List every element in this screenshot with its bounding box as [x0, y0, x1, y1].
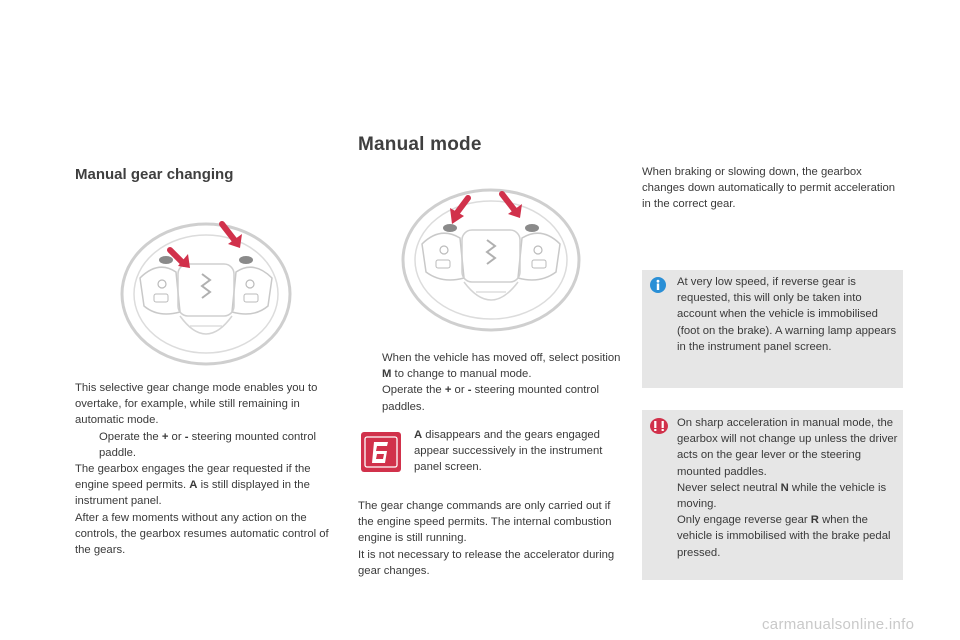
- bullet-operate-paddles: Operate the + or - steering mounted control paddles.: [382, 384, 599, 413]
- left-text-block: [75, 380, 337, 558]
- paragraph-braking: When braking or slowing down, the gearbox changes down automatically to permit acceleration in the correct gear.: [642, 166, 896, 211]
- middle-bullets: [358, 350, 622, 415]
- gear-icon-description: A disappears and the gears engaged appear successively in the instrument panel screen.: [414, 429, 603, 474]
- info-text: At very low speed, if reverse gear is requested, this will only be taken into account when the vehicle is immobilised (foot on the brake). A warning lamp appears in the instrument panel screen.: [677, 276, 897, 353]
- bullet-operate-paddle: Operate the + or - steering mounted control paddle.: [99, 430, 316, 459]
- warning-icon: [650, 418, 668, 434]
- section-heading-manual-gear-changing: Manual gear changing: [75, 166, 234, 183]
- paragraph-accelerator: It is not necessary to release the accelerator during gear changes.: [358, 548, 615, 577]
- bullet-select-position-m: When the vehicle has moved off, select position M to change to manual mode.: [382, 352, 621, 381]
- info-icon: [650, 277, 666, 293]
- gear-display-icon: [361, 432, 401, 472]
- warning-neutral: Never select neutral N while the vehicle is moving.: [677, 481, 887, 511]
- section-heading-manual-mode: Manual mode: [358, 134, 482, 155]
- warning-reverse: Only engage reverse gear R when the vehicle is immobilised with the brake pedal pressed.: [677, 514, 891, 559]
- paragraph-gear-engages: The gearbox engages the gear requested if the engine speed permits. A is still displayed in the instrument panel.: [75, 463, 311, 508]
- paragraph-intro: This selective gear change mode enables you to overtake, for example, while still remaining in automatic mode.: [75, 382, 318, 427]
- info-box-reverse-gear: [642, 270, 903, 388]
- warning-text: [677, 415, 899, 561]
- steering-wheel-illustration-middle: [398, 186, 584, 334]
- steering-wheel-illustration-left: [118, 220, 294, 368]
- watermark: carmanualsonline.info: [762, 616, 915, 633]
- warning-sharp-acceleration: On sharp acceleration in manual mode, the gearbox will not change up unless the driver acts on the gear lever or the steering mounted paddles.: [677, 417, 898, 478]
- paragraph-after-moments: After a few moments without any action on the controls, the gearbox resumes automatic control of the gears.: [75, 511, 329, 557]
- middle-bottom-text: [358, 498, 622, 579]
- paragraph-commands-carried-out: The gear change commands are only carried out if the engine speed permits. The internal combustion engine is still running.: [358, 500, 612, 545]
- warning-box-manual-mode: [642, 410, 903, 580]
